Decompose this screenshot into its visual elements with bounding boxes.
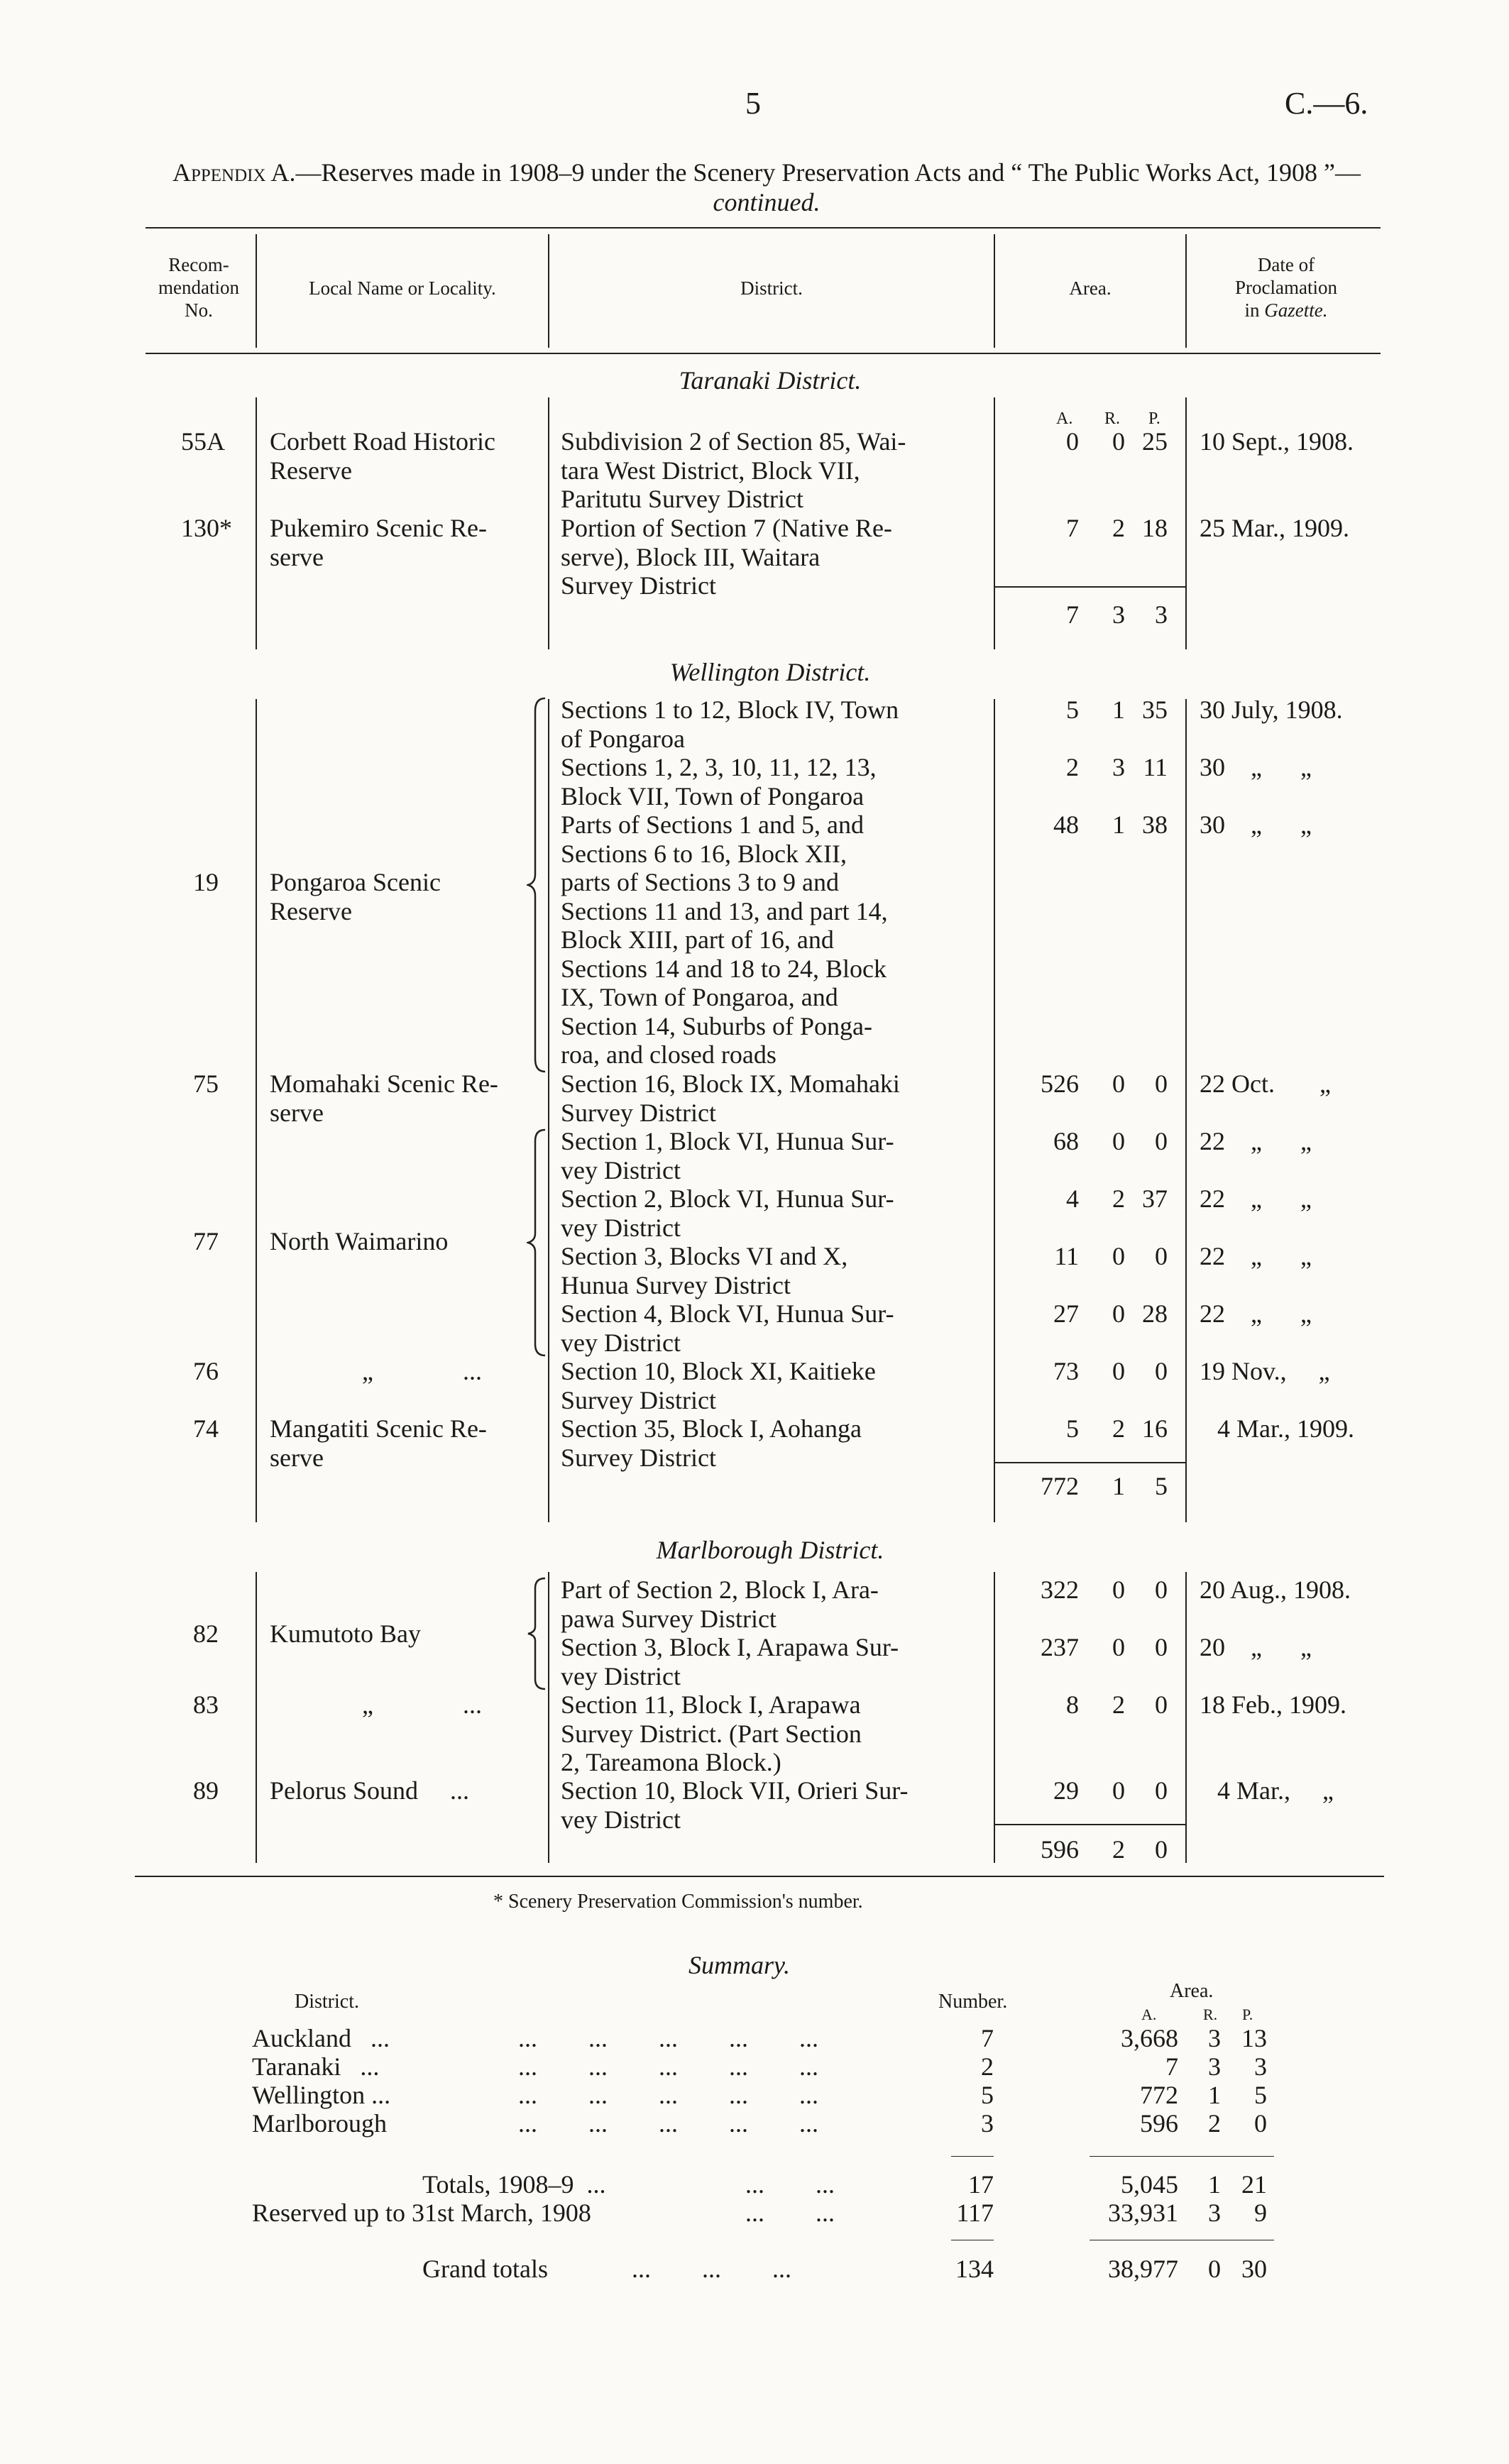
grand-totals-number: 134 [955, 2255, 994, 2283]
area-acres: 5 [1066, 1414, 1079, 1443]
rec-no: 19 [193, 868, 219, 896]
subtotal-roods: 3 [1112, 600, 1125, 629]
reserved-number: 117 [956, 2199, 994, 2227]
area-perches: 38 [1142, 810, 1168, 839]
area-perches: 0 [1155, 1069, 1168, 1098]
rec-no: 82 [193, 1619, 219, 1648]
summary-perches: 0 [1254, 2109, 1267, 2138]
area-perches: 28 [1142, 1299, 1168, 1328]
summary-number: 2 [981, 2052, 994, 2081]
summary-col-area: Area. [1170, 1980, 1214, 2002]
table-top-rule [146, 227, 1381, 229]
header-bottom-rule [146, 353, 1381, 354]
district-desc: Section 3, Blocks VI and X, Hunua Survey District [561, 1242, 848, 1299]
proclamation-date: 10 Sept., 1908. [1200, 427, 1354, 456]
totals-roods: 1 [1208, 2170, 1221, 2199]
district-desc: Section 35, Block I, Aohanga Survey District [561, 1414, 862, 1472]
area-perches: 37 [1142, 1184, 1168, 1213]
locality: Pelorus Sound ... [270, 1776, 470, 1805]
locality: Corbett Road Historic Reserve [270, 427, 495, 485]
proclamation-date: 22 „ „ [1200, 1184, 1312, 1213]
locality: Kumutoto Bay [270, 1619, 421, 1648]
locality: Pongaroa Scenic Reserve [270, 868, 441, 925]
col-separator [256, 699, 257, 1522]
summary-col-district: District. [295, 1991, 359, 2013]
summary-area-rule [1090, 2156, 1274, 2157]
summary-number-rule [951, 2156, 994, 2157]
district-desc: Section 4, Block VI, Hunua Sur- vey District [561, 1299, 894, 1357]
col-separator [548, 699, 549, 1522]
summary-district: Marlborough [252, 2109, 387, 2138]
district-desc: Section 1, Block VI, Hunua Sur- vey District [561, 1127, 894, 1184]
area-roods: 0 [1112, 1299, 1125, 1328]
district-desc: Section 2, Block VI, Hunua Sur- vey District [561, 1184, 894, 1242]
proclamation-date: 25 Mar., 1909. [1200, 514, 1349, 542]
summary-arp-p: P. [1242, 2006, 1253, 2023]
area-acres: 2 [1066, 753, 1079, 781]
subtotal-rule [994, 1462, 1185, 1463]
arp-a-label: A. [1056, 409, 1073, 428]
proclamation-date: 4 Mar., „ [1217, 1776, 1334, 1805]
arp-r-label: R. [1104, 409, 1121, 428]
locality-ditto: „ ... [362, 1357, 482, 1385]
area-perches: 11 [1143, 753, 1168, 781]
header-recommendation-no: Recom- mendation No. [158, 254, 239, 321]
arp-p-label: P. [1148, 409, 1160, 428]
proclamation-date: 30 July, 1908. [1200, 695, 1343, 724]
area-acres: 73 [1053, 1357, 1079, 1385]
area-perches: 0 [1155, 1357, 1168, 1385]
totals-perches: 21 [1241, 2170, 1267, 2199]
area-roods: 0 [1112, 1069, 1125, 1098]
appendix-title [135, 158, 1398, 217]
brace-icon [527, 1128, 548, 1357]
area-roods: 0 [1112, 1357, 1125, 1385]
summary-perches: 3 [1254, 2052, 1267, 2081]
footnote: * Scenery Preservation Commission's number. [493, 1891, 863, 1913]
document-reference: C.—6. [1285, 86, 1368, 121]
totals-dots: ... ... [745, 2170, 835, 2199]
locality: Momahaki Scenic Re- serve [270, 1069, 498, 1127]
summary-roods: 2 [1208, 2109, 1221, 2138]
summary-col-number: Number. [938, 1991, 1008, 2013]
col-separator [256, 1572, 257, 1863]
table-bottom-rule [135, 1876, 1384, 1877]
totals-label: Totals, 1908–9 ... [422, 2170, 606, 2199]
summary-roods: 1 [1208, 2081, 1221, 2109]
area-roods: 0 [1112, 1575, 1125, 1604]
area-perches: 0 [1155, 1575, 1168, 1604]
summary-roods: 3 [1208, 2052, 1221, 2081]
rec-no: 75 [193, 1069, 219, 1098]
area-acres: 48 [1053, 810, 1079, 839]
area-roods: 3 [1112, 753, 1125, 781]
summary-arp-a: A. [1141, 2006, 1157, 2023]
area-acres: 0 [1066, 427, 1079, 456]
rec-no: 77 [193, 1227, 219, 1255]
area-roods: 1 [1112, 695, 1125, 724]
summary-number: 3 [981, 2109, 994, 2138]
grand-totals-acres: 38,977 [1108, 2255, 1178, 2283]
area-roods: 0 [1112, 1127, 1125, 1155]
col-separator [256, 397, 257, 649]
header-date-text: Date of Proclamation in [1235, 254, 1337, 321]
summary-district: Wellington ... [252, 2081, 391, 2109]
header-date [1187, 253, 1385, 321]
subtotal-roods: 1 [1112, 1472, 1125, 1500]
locality: Pukemiro Scenic Re- serve [270, 514, 487, 571]
proclamation-date: 20 Aug., 1908. [1200, 1575, 1351, 1604]
summary-acres: 596 [1140, 2109, 1178, 2138]
header-district: District. [740, 277, 803, 299]
summary-perches: 13 [1241, 2024, 1267, 2052]
header-locality: Local Name or Locality. [309, 277, 496, 299]
summary-arp-r: R. [1203, 2006, 1218, 2023]
proclamation-date: 22 „ „ [1200, 1299, 1312, 1328]
summary-dots: ... ... ... ... ... [518, 2081, 818, 2109]
rec-no: 130* [181, 514, 232, 542]
area-roods: 0 [1112, 1242, 1125, 1270]
proclamation-date: 20 „ „ [1200, 1633, 1312, 1661]
area-acres: 11 [1054, 1242, 1079, 1270]
summary-number: 5 [981, 2081, 994, 2109]
totals-acres: 5,045 [1121, 2170, 1178, 2199]
col-separator [994, 397, 995, 649]
summary-acres: 772 [1140, 2081, 1178, 2109]
area-acres: 8 [1066, 1690, 1079, 1719]
proclamation-date: 19 Nov., „ [1200, 1357, 1330, 1385]
subtotal-acres: 7 [1066, 600, 1079, 629]
area-perches: 16 [1142, 1414, 1168, 1443]
area-roods: 2 [1112, 514, 1125, 542]
subtotal-perches: 0 [1155, 1835, 1168, 1864]
page-number: 5 [745, 86, 761, 121]
area-acres: 68 [1053, 1127, 1079, 1155]
totals-number: 17 [968, 2170, 994, 2199]
col-separator [994, 1572, 995, 1863]
area-acres: 526 [1041, 1069, 1079, 1098]
district-desc: Subdivision 2 of Section 85, Wai- tara West District, Block VII, Paritutu Survey District [561, 427, 906, 513]
area-perches: 0 [1155, 1242, 1168, 1270]
summary-acres: 7 [1165, 2052, 1178, 2081]
area-roods: 2 [1112, 1414, 1125, 1443]
subtotal-roods: 2 [1112, 1835, 1125, 1864]
rec-no: 55A [181, 427, 225, 456]
area-perches: 25 [1142, 427, 1168, 456]
district-desc: Parts of Sections 1 and 5, and Sections 6 to 16, Block XII, parts of Sections 3 to 9 and Sections 11 and 13, and part 14, Block XIII, part of 16, and Sections 14 and 18 to 24, Block IX, Town of Pongaroa, and Section 14, Suburbs of Ponga- roa, and closed roads [561, 810, 888, 1069]
proclamation-date: 18 Feb., 1909. [1200, 1690, 1346, 1719]
appendix-title-text: A.—Reserves made in 1908–9 under the Scenery Preservation Acts and “ The Public Works Act, 1908 ”— [265, 158, 1361, 187]
summary-district: Taranaki ... [252, 2052, 380, 2081]
area-acres: 29 [1053, 1776, 1079, 1805]
rec-no: 74 [193, 1414, 219, 1443]
summary-acres: 3,668 [1121, 2024, 1178, 2052]
area-acres: 322 [1041, 1575, 1079, 1604]
summary-dots: ... ... ... ... ... [518, 2024, 818, 2052]
reserved-perches: 9 [1254, 2199, 1267, 2227]
district-desc: Section 10, Block XI, Kaitieke Survey District [561, 1357, 876, 1414]
summary-roods: 3 [1208, 2024, 1221, 2052]
area-roods: 0 [1112, 1633, 1125, 1661]
district-desc: Section 16, Block IX, Momahaki Survey District [561, 1069, 900, 1127]
grand-totals-dots: ... ... ... [632, 2255, 791, 2283]
col-separator [548, 397, 549, 649]
district-desc: Section 11, Block I, Arapawa Survey District. (Part Section 2, Tareamona Block.) [561, 1690, 862, 1776]
district-desc: Sections 1, 2, 3, 10, 11, 12, 13, Block VII, Town of Pongaroa [561, 753, 877, 810]
area-roods: 1 [1112, 810, 1125, 839]
proclamation-date: 22 „ „ [1200, 1127, 1312, 1155]
subtotal-perches: 3 [1155, 600, 1168, 629]
reserved-label: Reserved up to 31st March, 1908 [252, 2199, 591, 2227]
subtotal-rule [994, 1824, 1185, 1825]
appendix-prefix: Appendix [172, 158, 266, 187]
area-perches: 0 [1155, 1633, 1168, 1661]
area-perches: 0 [1155, 1690, 1168, 1719]
subtotal-acres: 772 [1041, 1472, 1079, 1500]
subtotal-perches: 5 [1155, 1472, 1168, 1500]
proclamation-date: 4 Mar., 1909. [1217, 1414, 1354, 1443]
area-perches: 18 [1142, 514, 1168, 542]
section-title-marlborough: Marlborough District. [656, 1536, 884, 1564]
proclamation-date: 30 „ „ [1200, 810, 1312, 839]
proclamation-date: 22 Oct. „ [1200, 1069, 1331, 1098]
area-acres: 7 [1066, 514, 1079, 542]
brace-icon [527, 697, 548, 1073]
locality: Mangatiti Scenic Re- serve [270, 1414, 487, 1472]
summary-perches: 5 [1254, 2081, 1267, 2109]
summary-dots: ... ... ... ... ... [518, 2109, 818, 2138]
district-desc: Section 3, Block I, Arapawa Sur- vey District [561, 1633, 899, 1690]
area-acres: 5 [1066, 695, 1079, 724]
area-roods: 0 [1112, 427, 1125, 456]
district-desc: Portion of Section 7 (Native Re- serve), Block III, Waitara Survey District [561, 514, 892, 600]
grand-totals-perches: 30 [1241, 2255, 1267, 2283]
area-roods: 2 [1112, 1184, 1125, 1213]
area-acres: 4 [1066, 1184, 1079, 1213]
summary-district: Auckland ... [252, 2024, 390, 2052]
col-separator [1185, 699, 1187, 1522]
rec-no: 76 [193, 1357, 219, 1385]
reserved-roods: 3 [1208, 2199, 1221, 2227]
col-separator [548, 1572, 549, 1863]
col-separator [994, 699, 995, 1522]
reserved-acres: 33,931 [1108, 2199, 1178, 2227]
proclamation-date: 30 „ „ [1200, 753, 1312, 781]
header-area: Area. [1069, 277, 1112, 299]
area-acres: 27 [1053, 1299, 1079, 1328]
area-roods: 2 [1112, 1690, 1125, 1719]
subtotal-rule [994, 586, 1185, 588]
col-separator [1185, 397, 1187, 649]
area-perches: 0 [1155, 1127, 1168, 1155]
section-title-wellington: Wellington District. [669, 658, 871, 686]
district-desc: Section 10, Block VII, Orieri Sur- vey District [561, 1776, 909, 1834]
locality: North Waimarino [270, 1227, 449, 1255]
area-roods: 0 [1112, 1776, 1125, 1805]
rec-no: 83 [193, 1690, 219, 1719]
locality-ditto: „ ... [362, 1690, 482, 1719]
brace-icon [527, 1577, 548, 1690]
subtotal-acres: 596 [1041, 1835, 1079, 1864]
summary-number: 7 [981, 2024, 994, 2052]
summary-dots: ... ... ... ... ... [518, 2052, 818, 2081]
summary-title: Summary. [688, 1951, 790, 1979]
grand-totals-roods: 0 [1208, 2255, 1221, 2283]
appendix-title-suffix: continued. [713, 188, 821, 216]
col-separator [1185, 1572, 1187, 1863]
area-perches: 0 [1155, 1776, 1168, 1805]
proclamation-date: 22 „ „ [1200, 1242, 1312, 1270]
district-desc: Sections 1 to 12, Block IV, Town of Pongaroa [561, 695, 899, 753]
district-desc: Part of Section 2, Block I, Ara- pawa Survey District [561, 1575, 879, 1633]
grand-totals-label: Grand totals [422, 2255, 548, 2283]
area-acres: 237 [1041, 1633, 1079, 1661]
rec-no: 89 [193, 1776, 219, 1805]
reserved-dots: ... ... [745, 2199, 835, 2227]
header-date-gazette: Gazette. [1264, 299, 1328, 321]
area-perches: 35 [1142, 695, 1168, 724]
section-title-taranaki: Taranaki District. [679, 366, 862, 395]
